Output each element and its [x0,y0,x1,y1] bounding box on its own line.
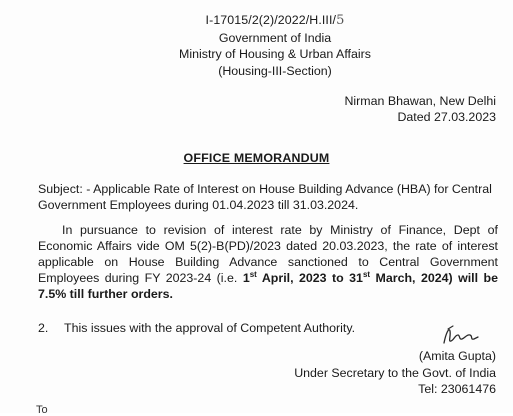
paragraph-2-text: This issues with the approval of Competent Authority. [64,321,356,335]
place-text: Nirman Bhawan, New Delhi [344,94,496,108]
bold-part-2: April, 2023 to 31 [256,271,363,285]
signatory-designation: Under Secretary to the Govt. of India [294,365,496,380]
paragraph-1-text: In pursuance to revision of interest rate by Ministry of Finance, Dept of Economic Affairs vide OM 5(2)-B(PD)/2023 dated 20.03.2023, the rate of interest applicable on House Building Advance sanctioned to Central Government Employees during FY 2023-24 (i.e. [38,223,498,285]
bold-part-1: 1 [242,271,250,285]
date-text: Dated 27.03.2023 [397,110,496,124]
superscript-2: st [362,269,371,279]
bold-part-3: March, 2024) will be 7.5% till further orders. [38,271,498,301]
signatory-name: (Amita Gupta) [418,349,496,363]
paragraph-1 [38,222,498,302]
file-number-handwritten: 5 [336,13,345,28]
memo-title: OFFICE MEMORANDUM [183,151,330,165]
file-number-text: I-17015/2(2)/2022/H.III/ [205,13,337,27]
paragraph-2 [38,320,498,336]
paragraph-number: 2. [38,321,49,335]
subject-line: Subject: - Applicable Rate of Interest on House Building Advance (HBA) for Central Government Employees during 01.04.2023 till 31.03.2024. [38,182,492,212]
signatory-block [294,348,496,398]
letterhead [150,12,400,79]
signature-mark [440,323,480,347]
section-line: (Housing-III-Section) [218,63,332,78]
superscript-1: st [249,269,257,279]
to-label: To [36,404,48,416]
government-line: Government of India [218,30,332,45]
signature-icon [440,323,480,347]
place-date-block [344,93,496,125]
file-number [150,12,400,30]
ministry-line: Ministry of Housing & Urban Affairs [179,47,371,61]
signatory-tel: Tel: 23061476 [418,382,496,396]
